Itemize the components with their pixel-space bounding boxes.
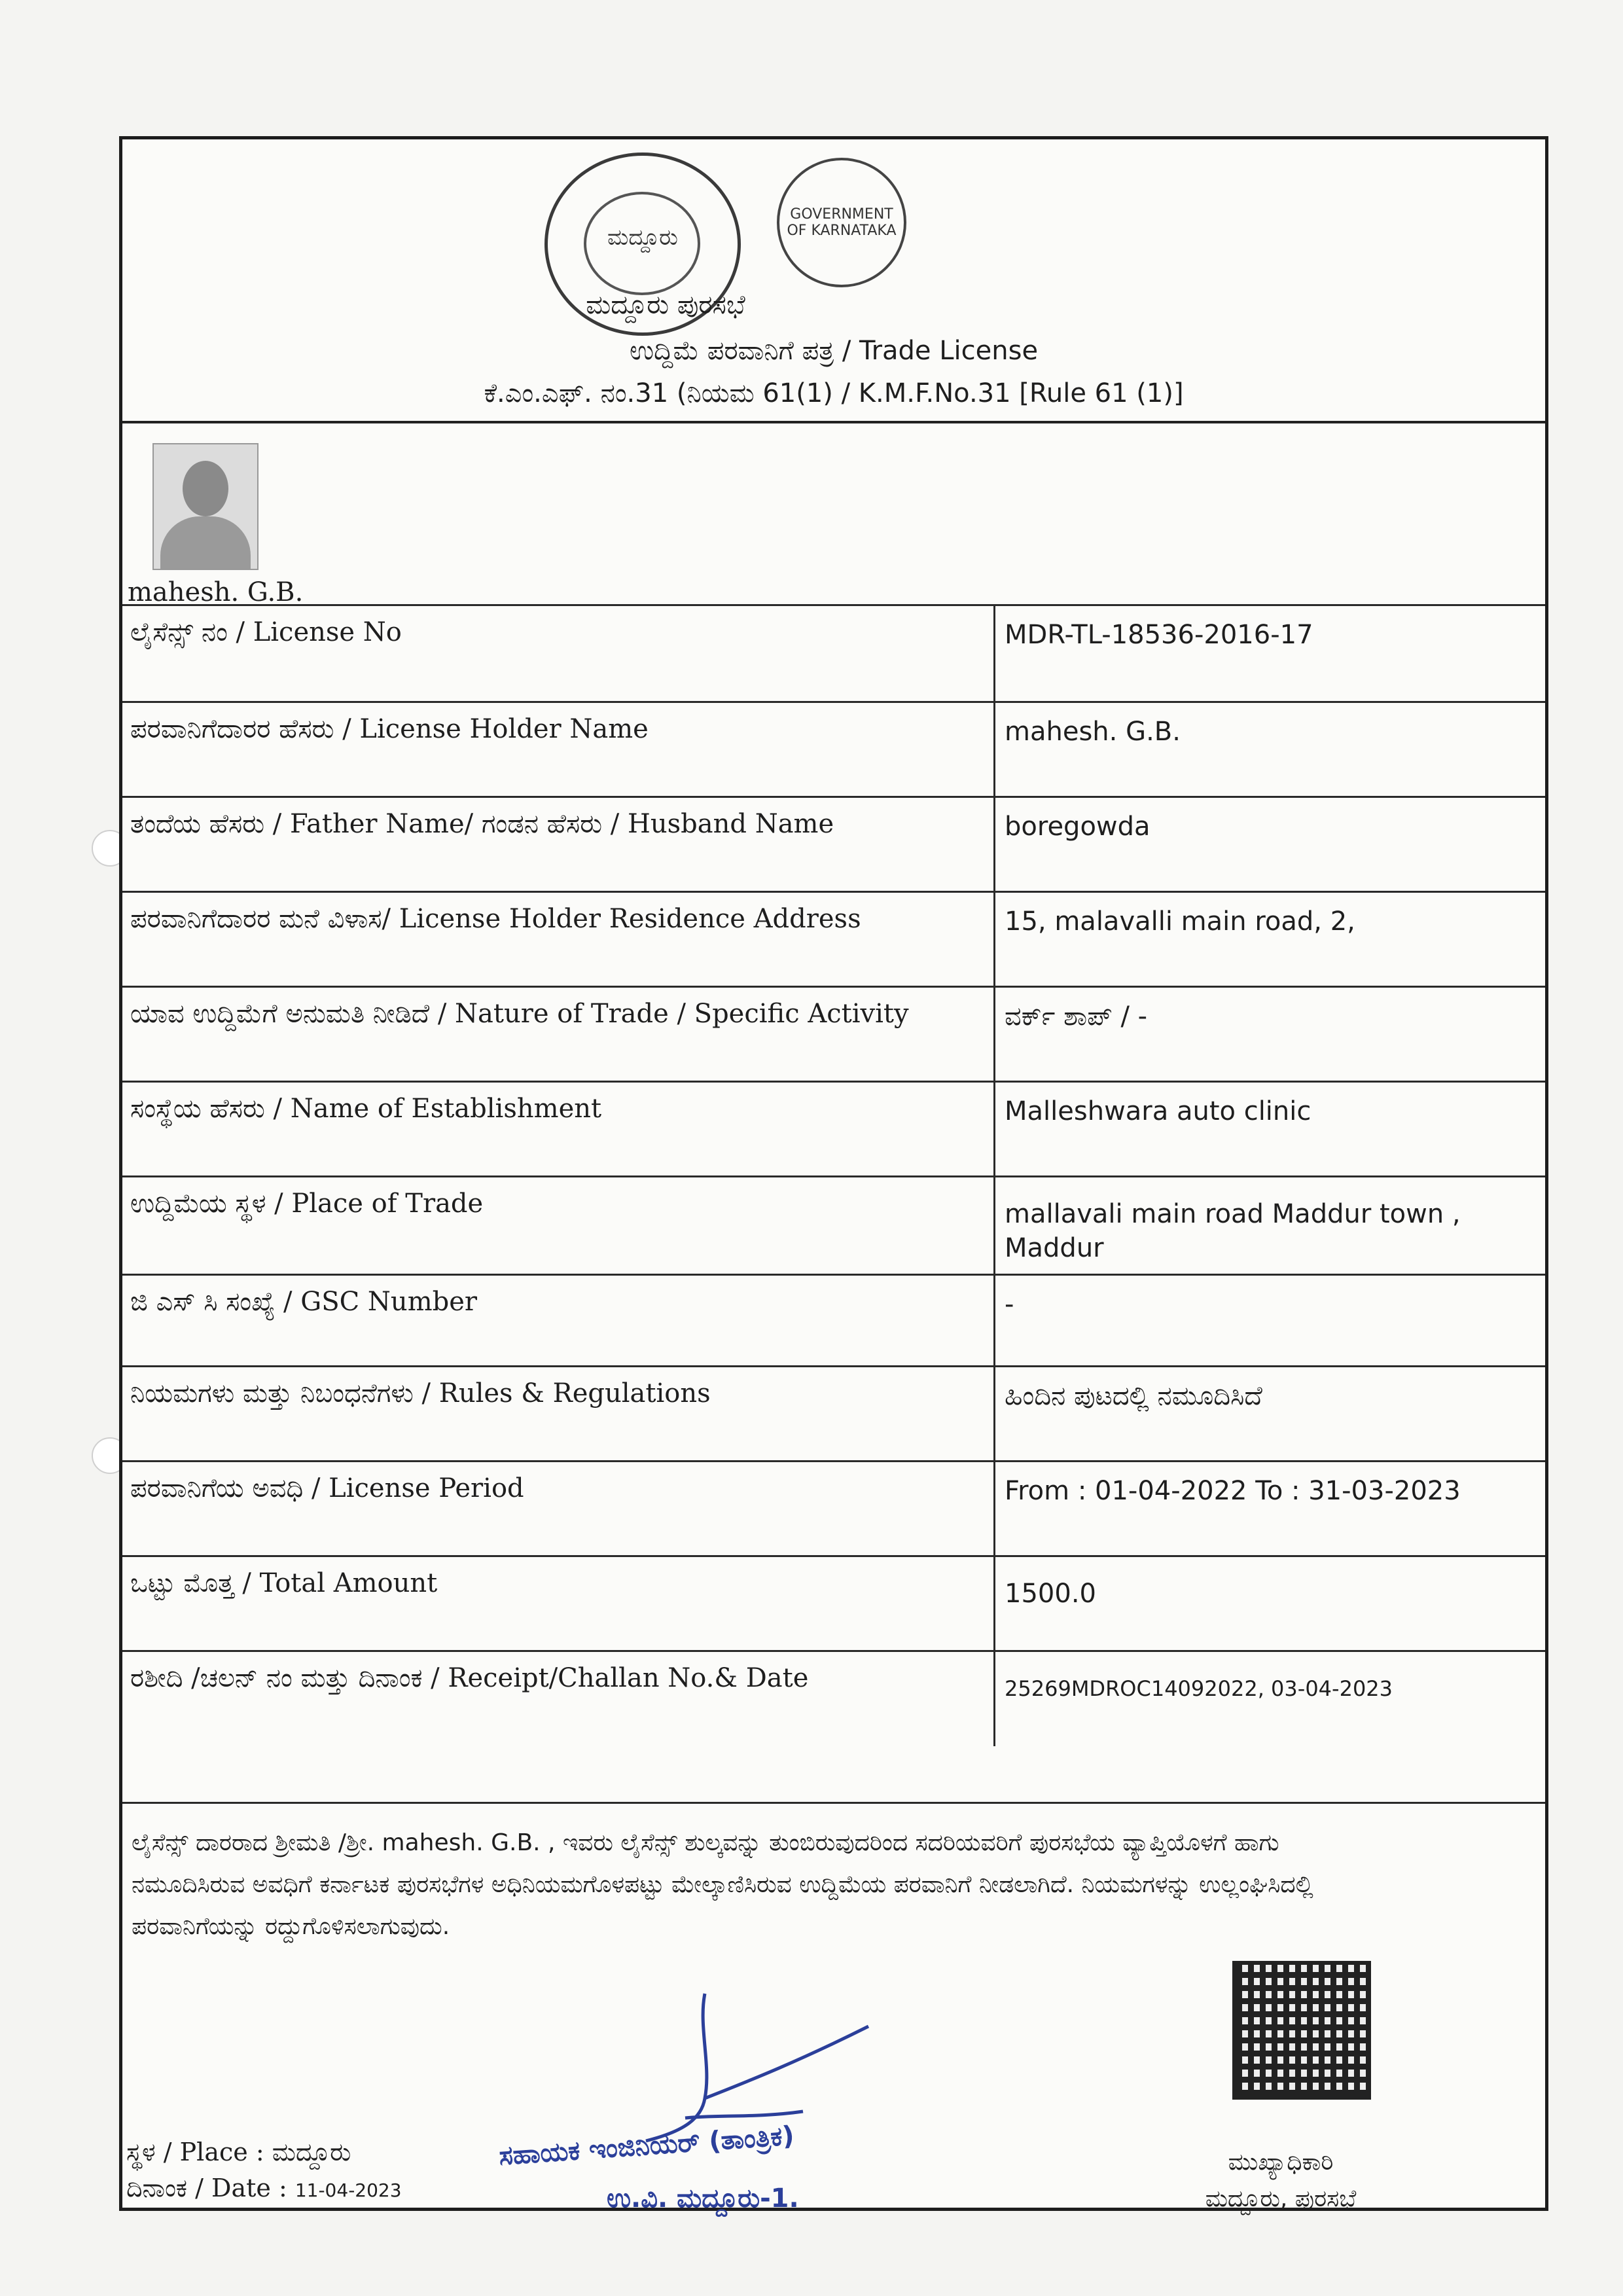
rule-reference: ಕೆ.ಎಂ.ಎಫ್. ನಂ.31 (ನಿಯಮ 61(1) / K.M.F.No.31 [Rule 61 (1)] [484,378,1184,408]
officer-place: ಮದ್ದೂರು, ಪುರಸಭೆ [1205,2185,1357,2212]
row-value: 25269MDROC14092022, 03-04-2023 [995,1651,1545,1746]
license-footer [122,1802,1545,2214]
row-value: From : 01-04-2022 To : 31-03-2023 [995,1462,1545,1556]
row-label: ಪರವಾನಿಗೆದಾರರ ಹೆಸರು / License Holder Name [122,702,995,797]
officer-title: ಮುಖ್ಯಾಧಿಕಾರಿ [1228,2149,1334,2176]
table-row [122,797,1545,892]
place-line [126,2138,351,2167]
license-header [122,139,1545,421]
place-label: ಸ್ಥಳ / Place : [126,2138,272,2166]
license-details-table [122,604,1545,1746]
date-value: 11-04-2023 [294,2179,402,2201]
row-value: ವರ್ಕ್ ಶಾಪ್ / - [995,987,1545,1082]
row-label: ತಂದೆಯ ಹೆಸರು / Father Name/ ಗಂಡನ ಹೆಸರು / Husband Name [122,797,995,892]
photo-section [122,421,1545,607]
table-row [122,1651,1545,1746]
table-row [122,1275,1545,1367]
document-title: ಉದ್ದಿಮೆ ಪರವಾನಿಗೆ ಪತ್ರ / Trade License [629,336,1039,366]
row-label: ಯಾವ ಉದ್ದಿಮೆಗೆ ಅನುಮತಿ ನೀಡಿದೆ / Nature of Trade / Specific Activity [122,987,995,1082]
qr-code-icon [1232,1961,1371,2100]
engineer-stamp-line2: ಉ.ವಿ. ಮದ್ದೂರು-1. [607,2183,799,2214]
row-value: - [995,1275,1545,1367]
row-label: ಪರವಾನಿಗೆಯ ಅವಧಿ / License Period [122,1462,995,1556]
table-row [122,892,1545,987]
karnataka-emblem-icon [777,158,906,287]
row-label: ಸಂಸ್ಥೆಯ ಹೆಸರು / Name of Establishment [122,1082,995,1177]
row-label: ನಿಯಮಗಳು ಮತ್ತು ನಿಬಂಧನೆಗಳು / Rules & Regulations [122,1367,995,1462]
place-value: ಮದ್ದೂರು [272,2138,351,2166]
row-value: boregowda [995,797,1545,892]
row-label: ಜಿ ಎಸ್ ಸಿ ಸಂಖ್ಯೆ / GSC Number [122,1275,995,1367]
declaration-text: ಲೈಸೆನ್ಸ್ ದಾರರಾದ ಶ್ರೀಮತಿ /ಶ್ರೀ. mahesh. G.B. , ಇವರು ಲೈಸೆನ್ಸ್ ಶುಲ್ಕವನ್ನು ತುಂಬಿರುವುದರಿಂದ ಸದರಿಯವರಿಗೆ ಪುರಸಭೆಯ ವ್ಯಾಪ್ತಿಯೊಳಗೆ ಹಾಗು ನಮೂದಿಸಿರುವ ಅವಧಿಗೆ ಕರ್ನಾಟಕ ಪುರಸಭೆಗಳ ಅಧಿನಿಯಮಗೊಳಪಟ್ಟು ಮೇಲ್ಕಾಣಿಸಿರುವ ಉದ್ದಿಮೆಯ ಪರವಾನಿಗೆ ನೀಡಲಾಗಿದೆ. ನಿಯಮಗಳನ್ನು ಉಲ್ಲಂಘಿಸಿದಲ್ಲಿ ಪರವಾನಿಗೆಯನ್ನು ರದ್ದುಗೊಳಿಸಲಾಗುವುದು. [132,1829,1313,1940]
holder-caption: mahesh. G.B. [128,577,304,607]
table-row [122,1367,1545,1462]
row-label: ರಶೀದಿ /ಚಲನ್ ನಂ ಮತ್ತು ದಿನಾಂಕ / Receipt/Challan No.& Date [122,1651,995,1746]
officer-block [1143,2144,1418,2217]
table-row [122,1556,1545,1651]
trade-license-document [119,136,1548,2214]
row-value: mahesh. G.B. [995,702,1545,797]
row-value: Malleshwara auto clinic [995,1082,1545,1177]
row-label: ಲೈಸೆನ್ಸ್ ನಂ / License No [122,605,995,702]
holder-photo [152,443,259,570]
row-value: 15, malavalli main road, 2, [995,892,1545,987]
row-label: ಉದ್ದಿಮೆಯ ಸ್ಥಳ / Place of Trade [122,1177,995,1275]
date-label: ದಿನಾಂಕ / Date : [126,2174,295,2202]
engineer-stamp-line1: ಸಹಾಯಕ ಇಂಜಿನಿಯರ್ (ತಾಂತ್ರಿಕ) [497,2121,796,2172]
row-value: MDR-TL-18536-2016-17 [995,605,1545,702]
row-value: mallavali main road Maddur town , Maddur [995,1177,1545,1275]
table-row [122,1082,1545,1177]
date-line [126,2174,402,2203]
table-row [122,702,1545,797]
table-row [122,1462,1545,1556]
row-label: ಪರವಾನಿಗೆದಾರರ ಮನೆ ವಿಳಾಸ/ License Holder Residence Address [122,892,995,987]
emblem-text: GOVERNMENT OF KARNATAKA [787,206,897,239]
table-row [122,1177,1545,1275]
seal-text: ಮದ್ದೂರು [607,224,678,251]
table-row [122,987,1545,1082]
row-value: 1500.0 [995,1556,1545,1651]
row-label: ಒಟ್ಟು ಮೊತ್ತ / Total Amount [122,1556,995,1651]
municipality-name: ಮದ್ದೂರು ಪುರಸಭೆ [586,290,745,320]
row-value: ಹಿಂದಿನ ಪುಟದಲ್ಲಿ ನಮೂದಿಸಿದೆ [995,1367,1545,1462]
table-row [122,605,1545,702]
